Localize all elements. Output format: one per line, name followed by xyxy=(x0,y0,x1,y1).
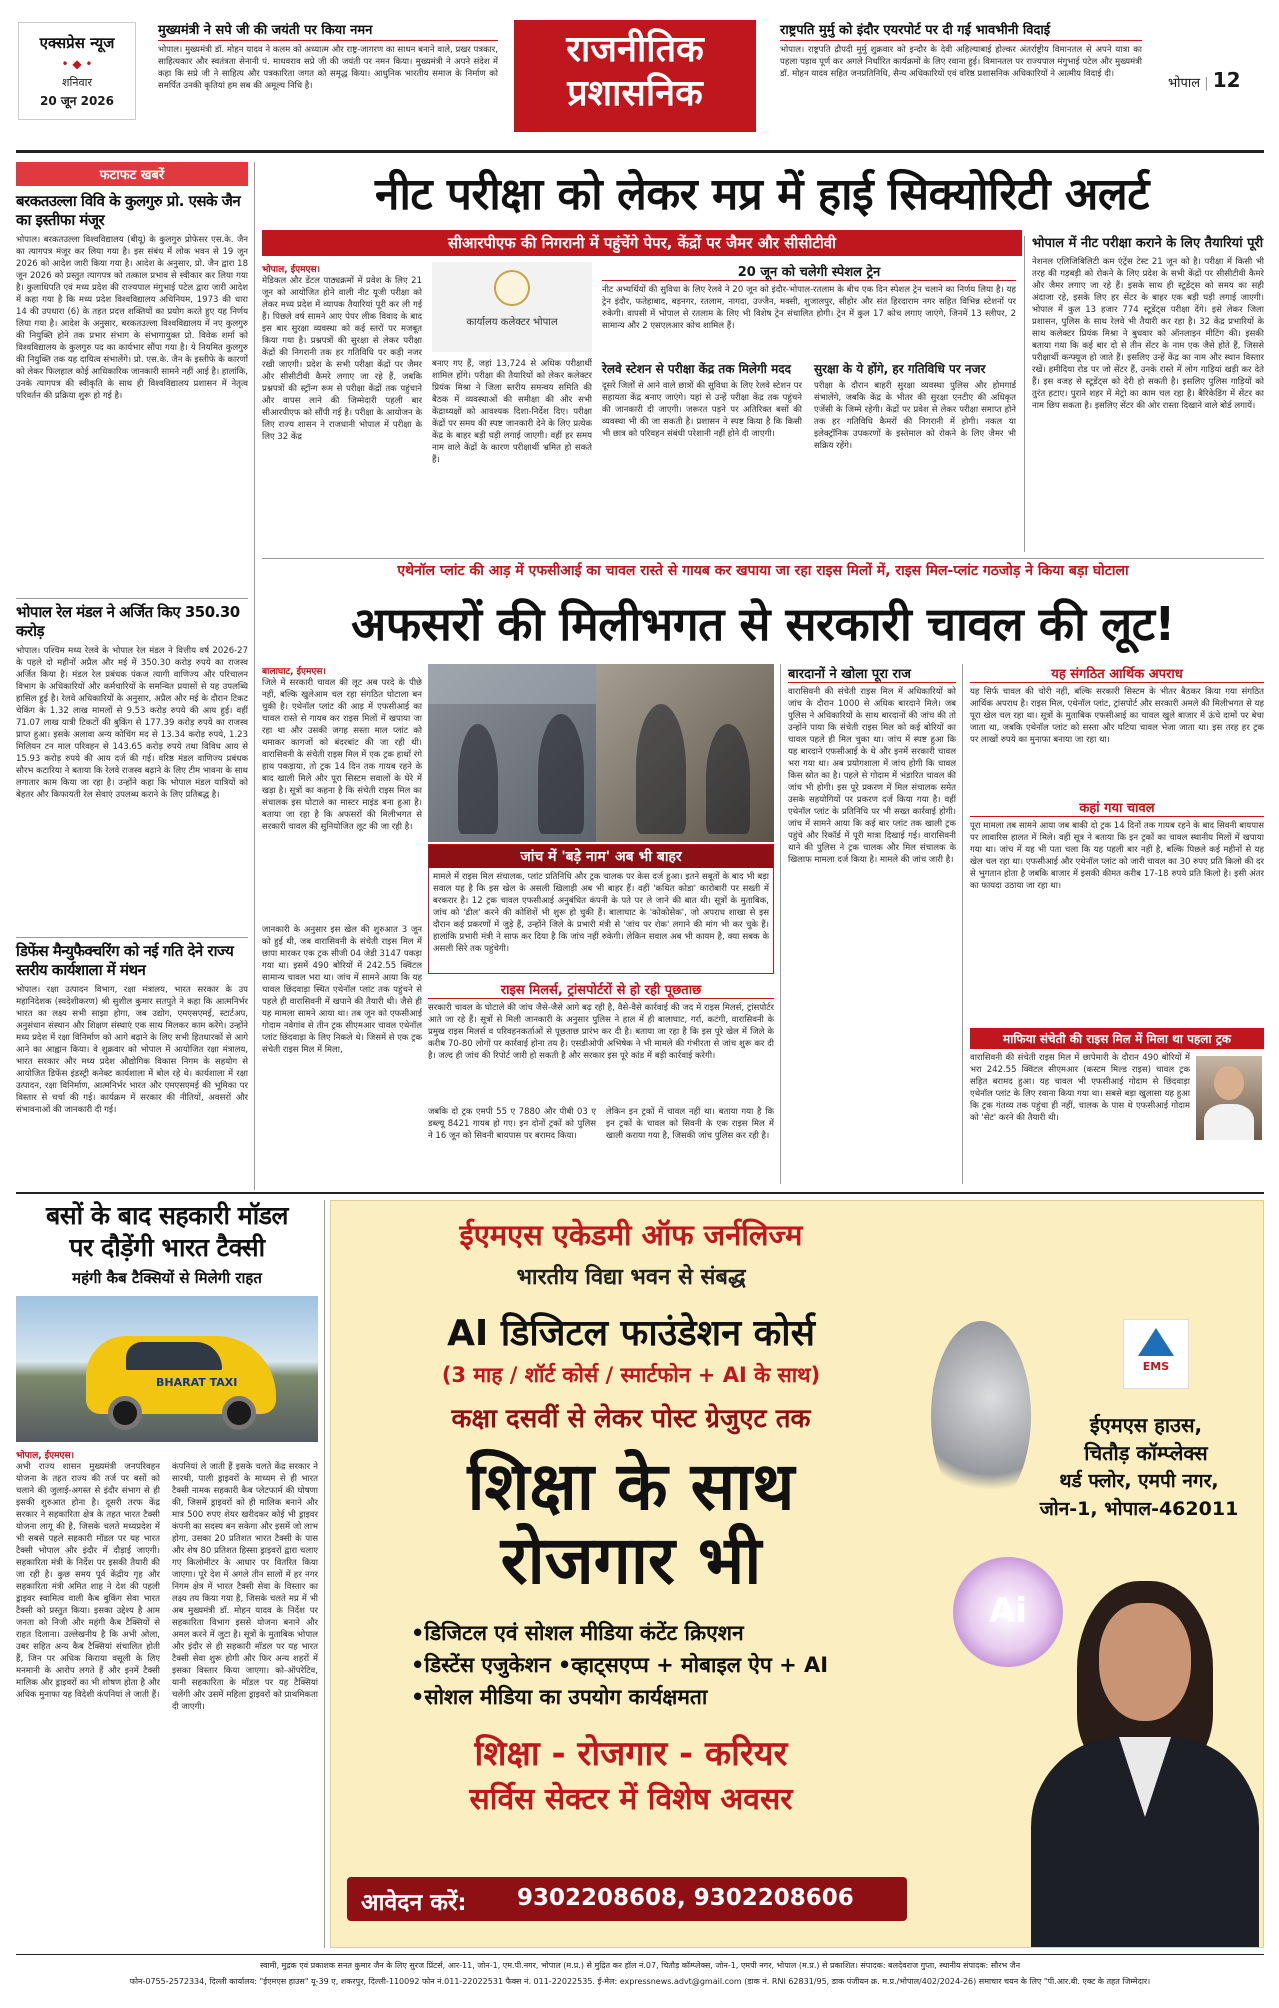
footer-line2: फोन-0755-2572334, दिल्ली कार्यालय: "ईएमएस हाउस" यू-39 ए, शकरपुर, दिल्ली-110092 फोन नं.011-22022531 फैक्स नं. 011-22022535. ई-मेल: expressnews.advt@gmail.com (डाक नं. RNI 62831/95, डाक पंजीयन क्र. म.प्र./भोपाल/402/2024-26) समाचार चयन के लिए "पी.आर.बी. एक्ट के तहत जिम्मेदार। xyxy=(129,1977,1151,1986)
rice-col5-divider xyxy=(962,664,963,1184)
brand-name: एक्सप्रेस न्यूज xyxy=(39,34,115,52)
student-model-photo xyxy=(1021,1561,1264,1948)
train-body: नीट अभ्यर्थियों की सुविधा के लिए रेलवे ने 20 जून को इंदौर-भोपाल-रतलाम के बीच एक दिन स्पेशल ट्रेन चलाने का निर्णय लिया है। यह ट्रेन इंदौर, फतेहाबाद, बड़नगर, रतलाम, नागदा, उज्जैन, मक्सी, शुजालपुर, सीहोर और संत हिरदाराम नगर सहित विभिन्न स्टेशनों पर रुकेगी। वापसी में भोपाल से रतलाम के लिए भी विशेष ट्रेन संचालित होगी। ट्रेन में कुल 17 कोच लगाए जाएंगे, जिनमें 13 स्लीपर, 2 सामान्य और 2 एसएलआर कोच शामिल हैं। xyxy=(602,285,1016,331)
train-title: 20 जून को चलेगी स्पेशल ट्रेन xyxy=(602,262,1016,281)
footer-rule xyxy=(16,1954,1264,1955)
taxi-wheel-front xyxy=(108,1396,142,1430)
brief-right xyxy=(780,20,1142,130)
rice-col4-title: बारदानों ने खोला पूरा राज xyxy=(788,664,956,683)
ad-eligibility: कक्षा दसवीं से लेकर पोस्ट ग्रेजुएट तक xyxy=(451,1404,811,1434)
ad-bullet1: •डिजिटल एवं सोशल मीडिया कंटेंट क्रिएशन xyxy=(411,1621,744,1645)
taxi-dateline: भोपाल, ईएमएस। xyxy=(16,1451,75,1461)
brand-dots-icon: • ◆ • xyxy=(61,57,93,71)
neet-col2-body: बनाए गए हैं, जहां 13,724 से अधिक परीक्षार्थी शामिल होंगे। परीक्षा की तैयारियों को लेकर कलेक्टर प्रियंक मिश्रा ने जिला स्तरीय समन्वय समिति की बैठक में व्यवस्थाओं की समीक्षा की और सभी केंद्राध्यक्षों को आवश्यक दिशा-निर्देश दिए। परीक्षा केंद्रों पर समय की स्पष्ट जानकारी देने के लिए प्रत्येक केंद्र के बाहर बड़ी घड़ी लगाई जाएगी। वहीं हर समय नाम वाले केंद्रों के कारण परीक्षार्थी भ्रमित हो सकते हैं। xyxy=(432,359,592,465)
rice-col4 xyxy=(788,664,956,1184)
ad-tagline1: शिक्षा - रोजगार - करियर xyxy=(474,1734,788,1774)
ems-logo xyxy=(1123,1319,1189,1389)
security-body: परीक्षा के दौरान बाहरी सुरक्षा व्यवस्था पुलिस और होमगार्ड संभालेंगे, जबकि केंद्र के भीतर की सुरक्षा एनटीए की अधिकृत एजेंसी के जिम्मे रहेगी। केंद्रों पर प्रवेश से लेकर परीक्षा समाप्त होने तक हर गतिविधि कैमरों की निगरानी में होगी। नकल या इलेक्ट्रॉनिक उपकरणों के इस्तेमाल को रोकने के लिए जैमर भी सक्रिय रहेंगे। xyxy=(814,381,1016,451)
ad-course: AI डिजिटल फाउंडेशन कोर्स xyxy=(447,1313,815,1354)
rice-dateline: बालाघाट, ईएमएस। xyxy=(262,667,326,677)
issue-date: 20 जून 2026 xyxy=(39,94,115,108)
rail-title: रेलवे स्टेशन से परीक्षा केंद्र तक मिलेगी मदद xyxy=(602,362,792,376)
footer-line1: स्वामी, मुद्रक एवं प्रकाशक सनत कुमार जैन के लिए सुरज प्रिंटर्स, आर-11, जोन-1, एम.पी.नगर, भोपाल (म.प्र.) से मुद्रित कर हॉल नं.07, चितौड़ कॉम्प्लेक्स, जोन-1, एमपी नगर, भोपाल (म.प्र.) से प्रकाशित। संपादक: बलदेवराज गुप्ता, स्थानीय संपादक: सौरभ जैन xyxy=(259,1961,1021,1970)
ai-robot-graphic xyxy=(931,1321,1031,1511)
neet-col1-body: मेडिकल और डेंटल पाठ्यक्रमों में प्रवेश के लिए 21 जून को आयोजित होने वाली नीट यूजी परीक्षा को लेकर मध्य प्रदेश में व्यापक तैयारियां पूरी कर ली गई हैं। पिछले वर्ष सामने आए पेपर लीक विवाद के बाद इस बार सुरक्षा व्यवस्था को कई स्तरों पर मजबूत किया गया है। प्रश्नपत्रों की सुरक्षा से लेकर परीक्षा केंद्रों की निगरानी तक हर गतिविधि पर कड़ी नजर रखी जाएगी। प्रदेश के सभी परीक्षा केंद्रों पर जैमर और सीसीटीवी कैमरे लगाए जा रहे हैं, जबकि प्रश्नपत्रों की स्ट्रॉन्ग रूम से परीक्षा केंद्रों तक पहुंचाने और वापस लाने की जिम्मेदारी पहली बार सीआरपीएफ को सौंपी गई है। परीक्षा के आयोजन के लिए राज्य शासन ने राजधानी भोपाल में परीक्षा के लिए 32 केंद्र xyxy=(262,276,422,442)
taxi-wheel-rear xyxy=(222,1396,256,1430)
ad-address3: थर्ड फ्लोर, एमपी नगर, xyxy=(1059,1470,1219,1492)
ad-address4: जोन-1, भोपाल-462011 xyxy=(1039,1498,1239,1520)
rice-headline: अफसरों की मिलीभगत से सरकारी चावल की लूट! xyxy=(351,597,1175,651)
neet-headline: नीट परीक्षा को लेकर मप्र में हाई सिक्योरिटी अलर्ट xyxy=(375,169,1149,220)
sidebar-story1-title: बरकतउल्ला विवि के कुलगुरु प्रो. एसके जैन का इस्तीफा मंजूर xyxy=(16,192,241,229)
ems-logo-text: EMS xyxy=(1142,1360,1170,1373)
rice-col5-body: यह सिर्फ चावल की चोरी नहीं, बल्कि सरकारी सिस्टम के भीतर बैठकर किया गया संगठित आर्थिक अपराध है। राइस मिल, एथेनॉल प्लांट, ट्रांसपोर्ट और सरकारी अमले की मिलीभगत से यह पूरा खेल चल रहा था। सूत्रों के मुताबिक एफसीआई का चावल खुले बाजार में ऊंचे दामों पर बेचा जाता था, जबकि एथेनॉल प्लांट को सस्ता और घटिया चावल भेजा जाता था। इस तरह हर ट्रक पर लाखों रुपये का मुनाफा बनाया जा रहा था। xyxy=(970,687,1264,745)
rice-bottom2: लेकिन इन ट्रकों में चावल नहीं था। बताया गया है कि इन ट्रकों के चावल को सिवनी के एक राइस मिल में खाली कराया गया है, जिसकी जांच पुलिस कर रही है। xyxy=(606,1107,774,1141)
neet-col1 xyxy=(262,262,422,552)
ad-phones: 9302208608, 9302208606 xyxy=(517,1885,854,1911)
neet-train xyxy=(602,262,1016,552)
mafia-portrait xyxy=(1196,1056,1262,1140)
taxi-headline2: पर दौड़ेंगी भारत टैक्सी xyxy=(69,1233,265,1262)
ad-apply-label: आवेदन करें: xyxy=(361,1890,467,1916)
ad-affiliation: भारतीय विद्या भवन से संबद्ध xyxy=(516,1265,746,1290)
brief-right-title: राष्ट्रपति मुर्मु को इंदौर एयरपोर्ट पर दी गई भावभीनी विदाई xyxy=(780,20,1142,41)
masthead-rule xyxy=(16,150,1264,153)
bharat-taxi-photo xyxy=(16,1296,318,1442)
ad-bullet2: •डिस्टेंस एजुकेशन •व्हाट्सएप्प + मोबाइल ऐप + AI xyxy=(411,1653,829,1677)
neet-side xyxy=(1032,236,1264,552)
ad-tagline2: सर्विस सेक्टर में विशेष अवसर xyxy=(469,1782,793,1817)
probe-title: जांच में 'बड़े नाम' अब भी बाहर xyxy=(429,845,773,868)
ems-logo-mark-icon xyxy=(1138,1328,1174,1356)
neet-side-body: नेशनल एलिजिबिलिटी कम एंट्रेंस टेस्ट 21 जून को है। परीक्षा में किसी भी तरह की गड़बड़ी को रोकने के लिए प्रदेश के सभी केंद्रों पर सीसीटीवी कैमरे और जैमर लगाए जा रहे हैं। इसके साथ ही स्टूडेंट्स को समय का सही अंदाजा रहे, इसके लिए हर सेंटर के बाहर एक बड़ी घड़ी लगाई जाएगी। भोपाल में कुल 13 हजार 774 स्टूडेंट्स परीक्षा देंगे। इसे लेकर जिला प्रशासन, पुलिस के साथ रेलवे भी तैयारी कर रहा है। 32 केंद्र प्रभारियों के साथ कलेक्टर प्रियंक मिश्रा ने बुधवार को ऑनलाइन मीटिंग की। इसकी बताया गया कि कई बार दो से तीन सेंटर के नाम एक जैसे होते हैं, जिससे परीक्षार्थी कन्फ्यूज हो जाते हैं। इसलिए उन्हें केंद्र का नाम और स्थान विस्तार रखें। हमीदिया रोड पर जो सेंटर हैं, उनके रास्ते में लोग गाड़ियां खड़ी कर देते हैं। इस वजह से स्टूडेंट्स को देरी हो सकती है। इसलिए पुलिस गाड़ियों को तुरंत हटाए। पुराने शहर में मेट्रो का काम चल रहा है। बैरिकेडिंग में सेंटर का नाम छिप सकता है। इसलिए सेंटर की ओर रास्ता दिखाने वाले बोर्ड लगायें। xyxy=(1032,257,1264,411)
brief-right-body: भोपाल। राष्ट्रपति द्रौपदी मुर्मु शुक्रवार को इन्दौर के देवी अहिल्याबाई होल्कर अंतर्राष्ट्रीय विमानतल से अपने यात्रा का पहला पड़ाव पूर्ण कर अगले निर्धारित कार्यक्रमों के लिए रवाना हुई। विमानतल पर राज्यपाल मंगुभाई पटेल और मुख्यमंत्री डॉ. मोहन यादव सहित जनप्रतिनिधि, सैन्य अधिकारियों एवं वरिष्ठ प्रशासनिक अधिकारियों ने आत्मीय विदाई दी। xyxy=(780,45,1142,79)
page-meta: भोपाल | 12 xyxy=(1168,68,1241,92)
sidebar-story3-title: डिफेंस मैन्युफैक्चरिंग को नई गति देने राज्य स्तरीय कार्यशाला में मंथन xyxy=(16,937,248,980)
ad-bullet3: •सोशल मीडिया का उपयोग कार्यक्षमता xyxy=(411,1685,708,1709)
sidebar-story2-body: भोपाल। पश्चिम मध्य रेलवे के भोपाल रेल मंडल ने वित्तीय वर्ष 2026-27 के पहले दो महीनों अप्रैल और मई में 350.30 करोड़ रुपये का राजस्व अर्जित किया है। मंडल रेल प्रबंधक पंकज त्यागी वाणिज्य और परिचालन विभाग के अधिकारियों और कर्मचारियों के समन्वित प्रयासों से यह उपलब्धि हासिल हुई है। रेलवे अधिकारियों के अनुसार, अप्रैल और मई के दौरान टिकट चेकिंग के 1.32 लाख मामलों से 9.53 करोड़ रुपये की आय हुई। वहीं 71.07 लाख यात्री टिकटों की बुकिंग से 177.39 करोड़ रुपये का राजस्व प्राप्त हुआ। इसके अलावा अन्य कोचिंग मद से 13.34 करोड़ रुपये, 1.23 मिलियन टन माल परिवहन से 143.65 करोड़ रुपये तथा विविध आय से 15.93 करोड़ रुपये की आय दर्ज की गई। वरिष्ठ मंडल वाणिज्य प्रबंधक सौरभ कटारिया ने बताया कि रेलवे राजस्व बढ़ाने के लिए टीम भावना के साथ लगातार काम किया जा रहा है। उन्होंने कहा कि भोपाल मंडल यात्रियों को बेहतर और किफायती रेल सेवाएं उपलब्ध कराने के लिए प्रतिबद्ध है। xyxy=(16,646,248,800)
ad-apply-bar xyxy=(347,1877,907,1921)
model-face xyxy=(1099,1603,1191,1721)
section-line1: राजनीतिक xyxy=(566,29,704,70)
taxi-label: BHARAT TAXI xyxy=(156,1376,238,1389)
ad-address1: ईएमएस हाउस, xyxy=(1089,1413,1203,1437)
ad-slogan1: शिक्षा के साथ xyxy=(467,1448,795,1525)
sidebar-story3-body: भोपाल। रक्षा उत्पादन विभाग, रक्षा मंत्रालय, भारत सरकार के उप महानिदेशक (स्वदेशीकरण) श्री सुशील कुमार सतपुते ने कहा कि आत्मनिर्भर भारत का लक्ष्य सभी साझा होगा, जब उद्योग, एमएसएमई, स्टार्टअप, अनुसंधान संस्थान और शिक्षण संस्थाएं एक साथ मिलकर काम करेंगे। उन्होंने मध्य प्रदेश में रक्षा विनिर्माण को आगे बढ़ाने के लिए सभी हितधारकों से आगे आने का आह्वान किया। वे शुक्रवार को भोपाल में आयोजित रक्षा मंत्रालय, भारत सरकार और मध्य प्रदेश औद्योगिक विकास निगम के सहयोग से आयोजित डिफेंस इंडस्ट्री कनेक्ट कार्यशाला में बोल रहे थे। कार्यशाला में रक्षा उत्पादन, रक्षा विनिर्माण, आत्मनिर्भर भारत और एमएसएमई की भूमिका पर विस्तार से चर्चा की गई। कार्यक्रम में सरकार की नीतियों, अवसरों और संभावनाओं की जानकारी दी गई। xyxy=(16,985,248,1115)
rice-bottom1: जबकि दो ट्रक एमपी 55 ए 7880 और पीबी 03 ए डब्ल्यू 8421 गायब हो गए। इन दोनों ट्रकों को पुलिस ने 16 जून को सिवनी बायपास पर बरामद किया। xyxy=(428,1107,596,1141)
mafia-title: माफिया संचेती की राइस मिल में मिला था पहला ट्रक xyxy=(970,1028,1264,1049)
mafia-body: वारासिवनी की संचेती राइस मिल में छापेमारी के दौरान 490 बोरियों में भरा 242.55 क्विंटल सीएमआर (कस्टम मिल्ड राइस) चावल ट्रक सहित बरामद हुआ। यह चावल भी एफसीआई गोदाम से छिंदवाड़ा एथेनॉल प्लांट के लिए रवाना किया गया था। सबसे बड़ा खुलासा यह हुआ कि ट्रक गंतव्य तक पहुंचा ही नहीं, चालक के पास थे एफसीआई गोदाम को 'सेट' करने की तैयारी थी। xyxy=(970,1053,1190,1123)
rice-col4-body: वारासिवनी की संचेती राइस मिल में अधिकारियों को जांच के दौरान 1000 से अधिक बारदाने मिले। जब पुलिस ने अधिकारियों के साथ बारदानों की जांच की तो उन्होंने पाया कि संचेती राइस मिल को कई बोरियों का चावल पहले ही मिल चुका था। जांच में स्पष्ट हुआ कि यह बारदाने एफसीआई के थे और इनमें सरकारी चावल भरा गया था। अब प्रयोगशाला में जांच होगी कि चावल किस स्रोत का है। पहले से गोदाम में भंडारित चावल की जांच भी होगी। इस पूरे प्रकरण में मिल संचालक समेत उसके सहयोगियों पर प्रकरण दर्ज किया गया है। वहीं एथेनॉल प्लांट के प्रतिनिधि पर भी सख्त कार्रवाई होगी। जांच में सामने आया कि कई बार प्लांट तक खाली ट्रक पहुंचे और रिकॉर्ड में पूरी मात्रा दिखाई गई। वारासिवनी थाने की पुलिस ने ट्रक चालक और मिल संचालक के खिलाफ मामला दर्ज किया है। मामले की जांच जारी है। xyxy=(788,687,956,865)
transport-box xyxy=(428,980,774,1098)
transport-title: राइस मिलर्स, ट्रांसपोर्टरों से हो रही पूछताछ xyxy=(428,980,774,999)
section-box xyxy=(514,20,756,132)
neet-col2 xyxy=(432,262,592,552)
rail-box xyxy=(602,362,802,552)
sidebar-header: फटाफट खबरें xyxy=(16,162,248,186)
rice-col4-divider xyxy=(780,664,781,1184)
rice-col1-body: जिले में सरकारी चावल की लूट अब परदे के पीछे नहीं, बल्कि खुलेआम चल रहा संगठित घोटाला बन चुकी है। एथेनॉल प्लांट की आड़ में एफसीआई का चावल रास्ते से गायब कर राइस मिलों में खपाया जा रहा था और उसकी जगह सस्ता माल प्लांट को थमाकर कागजों को बंदरबांट की जा रही थी। वारासिवनी के संचेती राइस मिल में एक ट्रक हाथों रंगे हाथ पकड़ाया, तो ट्रक 14 दिन तक गायब रहने के बाद खाली मिले और पूरा सिस्टम सवालों के घेरे में खड़ा है। सूत्रों का कहना है कि संचेती राइस मिल का संचालक इस घोटाले का मास्टर माइंड बना हुआ है। बताया जा रहा है कि अफसरों की मिलीभगत से सरकारी चावल की सुनियोजित लूट की जा रही है। xyxy=(262,678,422,832)
neet-subhead: सीआरपीएफ की निगरानी में पहुंचेंगे पेपर, केंद्रों पर जैमर और सीसीटीवी xyxy=(262,230,1022,256)
page-number: 12 xyxy=(1212,68,1241,92)
brand-box xyxy=(18,22,136,120)
transport-body: सरकारी चावल के घोटाले की जांच जैसे-जैसे आगे बढ़ रही है, वैसे-वैसे कार्रवाई की जद में राइस मिलर्स, ट्रांसपोर्टर आते जा रहे हैं। सूत्रों से मिली जानकारी के अनुसार पुलिस ने हाल में ही बालाघाट, गर्रा, कटंगी, वारासिवनी के प्रमुख राइस मिलर्स व परिवहनकर्ताओं से पूछताछ प्रारंभ कर दी है। बताया जा रहा है कि इस पूरे खेल में जिले के करीब 70-80 लोगों पर कार्रवाई होना तय है। एसडीओपी अभिषेक ने भी मामले की गंभीरता से जांच शुरू कर दी है। जल्द ही जांच की रिपोर्ट जारी हो सकती है और सरकार इस पूरे कांड में बड़ी कार्रवाई करेगी। xyxy=(428,1003,774,1061)
brief-left xyxy=(158,20,498,130)
taxi-headline1: बसों के बाद सहकारी मॉडल xyxy=(46,1201,288,1230)
taxi-ad-divider xyxy=(324,1200,325,1948)
rail-body: दूसरे जिलों से आने वाले छात्रों की सुविधा के लिए रेलवे स्टेशन पर सहायता केंद्र बनाए जाएंगे। यहां से उन्हें परीक्षा केंद्र तक पहुंचने की जानकारी दी जाएगी। जरूरत पड़ने पर अतिरिक्त बसों की व्यवस्था भी की जा सकती है। प्रशासन ने स्पष्ट किया है कि किसी भी छात्र को परिवहन संबंधी परेशानी नहीं होने दी जाएगी। xyxy=(602,381,802,439)
taxi-col1: अभी राज्य शासन मुख्यमंत्री जनपरिवहन योजना के तहत राज्य की तर्ज पर बसों को चलाने की जुलाई-अगस्त से इंदौर संभाग से ही इसकी शुरुआत होना है। दूसरी तरफ केंद्र सरकार ने सहकारिता क्षेत्र के तहत भारत टैक्सी योजना लागू की है, जिसके चलते मध्यप्रदेश में भी सबसे पहले सहकारी मॉडल पर यह भारत टैक्सी भोपाल और इंदौर में दौड़ाई जाएगी। सहकारिता मंत्री के निर्देश पर इसकी तैयारी की जा रही है। कुछ समय पूर्व केंद्रीय गृह और सहकारिता मंत्री अमित शाह ने देश की पहली ड्राइवर स्वामित्व वाली कैब बुकिंग सेवा भारत टैक्सी को प्रस्तुत किया। इसका उद्देश्य है आम जनता को निजी और महंगी कैब टैक्सियों से राहत दिलाना। उल्लेखनीय है कि अभी ओला, उबर सहित अन्य कैब टैक्सियां संचालित होती हैं, जिन पर अधिक किराया वसूली के लिए मनमानी के आरोप लगते हैं और इनमें टैक्सी मालिक और ड्राइवरों का भी शोषण होता है और अधिक मुनाफा यह विदेशी कंपनियां ले जाती हैं। xyxy=(16,1462,160,1700)
neet-side-title: भोपाल में नीट परीक्षा कराने के लिए तैयारियां पूरी xyxy=(1032,236,1264,251)
ad-title: ईएमएस एकेडमी ऑफ जर्नलिज्म xyxy=(459,1218,803,1252)
ad-course-detail: (3 माह / शॉर्ट कोर्स / स्मार्टफोन + AI के साथ) xyxy=(441,1363,821,1387)
collector-office-photo xyxy=(432,262,592,352)
neet-dateline: भोपाल, ईएमएस। xyxy=(262,265,321,275)
page-city: भोपाल xyxy=(1168,76,1201,91)
ad-slogan2: रोजगार भी xyxy=(500,1522,762,1599)
probe-box xyxy=(428,844,774,974)
taxi-window xyxy=(126,1342,222,1370)
brief-left-title: मुख्यमंत्री ने सपे जी की जयंती पर किया नमन xyxy=(158,20,498,41)
taxi-col2: कंपनियां ले जाती हैं इसके चलते केंद्र सरकार ने सारथी, पाली ड्राइवरों के माध्यम से ही भारत टैक्सी नामक सहकारी कैब प्लेटफार्म की घोषणा की, जिसमें ड्राइवरों को ही मालिक बनाने और मात्र 500 रुपए शेयर खरीदकर कोई भी ड्राइवर कंपनी का सदस्य बन सकेगा और इसमें जो लाभ होगा, उसका 20 प्रतिशत भारत टैक्सी के पास और शेष 80 प्रतिशत हिस्सा ड्राइवरों द्वारा चलाए गए किलोमीटर के आधार पर वितरित किया जाएगा। पूरे देश में अगले तीन सालों में हर नगर निगम क्षेत्र में भारत टैक्सी सेवा के विस्तार का लक्ष्य तय किया गया है, जिसके चलते मप्र में भी अब मुख्यमंत्री डॉ. मोहन यादव के निर्देश पर सहकारिता विभाग इससे योजना बनाने और अमल करने में जुटा है। सूत्रों के मुताबिक भोपाल और इंदौर से ही सहकारी मॉडल पर यह भारत टैक्सी सेवा शुरू होगी और फिर अन्य शहरों में इसका विस्तार किया जाएगा। को-ऑपरेटिव, यानी सहकारिता के मॉडल पर यह टैक्सियां चलेंगी और उसमें महिला ड्राइवरों को प्राथमिकता दी जाएगी। xyxy=(172,1462,318,1712)
rice-col1-continued: जानकारी के अनुसार इस खेल की शुरुआत 3 जून को हुई थी, जब वारासिवनी के संचेती राइस मिल में छापा मारकर एक ट्रक सीजी 04 जेडी 3147 पकड़ा गया था। इसमें 490 बोरियों में 242.55 क्विंटल सामान्य चावल भरा था। जांच में सामने आया कि यह चावल छिंदवाड़ा स्थित एथेनॉल प्लांट तक पहुंचने से पहले ही वारासिवनी में खपाने की तैयारी थी। जैसे ही यह मामला सामने आया था। तब जून को एफसीआई गोदाम नवेगांव से तीन ट्रक सीएमआर चावल एथेनॉल प्लांट छिंदवाड़ा के लिए निकले थे। जिसमें से एक ट्रक संचेती राइस मिल में मिला, xyxy=(262,924,422,1184)
security-title: सुरक्षा के ये होंगे, हर गतिविधि पर नजर xyxy=(814,362,986,376)
section-line2: प्रशासनिक xyxy=(567,73,703,114)
taxi-story xyxy=(16,1200,318,1948)
emblem-icon xyxy=(494,270,530,306)
sidebar xyxy=(16,162,248,1190)
ems-ad xyxy=(330,1200,1264,1948)
sidebar-story1-body: भोपाल। बरकतउल्ला विश्वविद्यालय (बीयू) के कुलगुरु प्रोफेसर एस.के. जैन का त्यागपत्र मंजूर कर लिया गया है। इस संबंध में लोक भवन से 19 जून 2026 को आदेश जारी किया गया है। आदेश के अनुसार, प्रो. जैन द्वारा 18 जून 2026 को प्रस्तुत त्यागपत्र को तत्काल प्रभाव से स्वीकार कर लिया गया है। कुलाधिपति एवं मध्य प्रदेश की राज्यपाल मंगुभाई पटेल द्वारा जारी आदेश में कहा गया है कि मध्य प्रदेश विश्वविद्यालय अधिनियम, 1973 की धारा 14 की उपधारा (6) के तहत प्रदत्त शक्तियों का प्रयोग करते हुए यह निर्णय लिया गया है। आदेश के अनुसार, बरकतउल्ला विश्वविद्यालय में नए कुलगुरु की नियुक्ति होने तक प्रभार संभाग के संभागायुक्त प्रो. विवेक शर्मा को विश्वविद्यालय के कुलगुरु पद का कार्यभार सौंपा गया है। ये नियमित कुलगुरु की नियुक्ति तक यह दायित्व संभालेंगे। प्रो. एस.के. जैन के इस्तीफे के कारणों को लेकर फिलहाल कोई आधिकारिक जानकारी सामने नहीं आई है। हालांकि, उनके त्यागपत्र की स्वीकृति के साथ ही विश्वविद्यालय प्रशासन में नेतृत्व परिवर्तन की प्रक्रिया शुरू हो गई है। xyxy=(16,235,248,401)
rice-top-rule xyxy=(262,558,1264,559)
lower-rule xyxy=(16,1192,1264,1194)
probe-body: मामले में राइस मिल संचालक, प्लांट प्रतिनिधि और ट्रक चालक पर केस दर्ज हुआ। इतने सबूतों के बाद भी बड़ा सवाल यह है कि इस खेल के असली खिलाड़ी अब भी बाहर हैं। वहीं 'कथित कोडा' कारोबारी पर सख्ती में बरकरार है। 12 ट्रक चावल एफसीआई अनुबंधित कंपनी के पते पर ले जाने की बात थी। सूत्रों के मुताबिक, जांच को 'ढील' करने की कोशिशें भी शुरू हो चुकी हैं। बालाघाट के 'कोकोसेक', जो अपराध शाखा से इस दौरान कई प्रकरणों में जुड़े हैं, उन्होंने जिले के प्रभारी मंत्री से 'जांच पर रोक' लगाने की मांग भी कर चुके हैं। हालांकि प्रभारी मंत्री ने साफ कर दिया है कि जांच नहीं रुकेगी। लेकिन सवाल अब भी कायम है, क्या सबक के असली सिरे तक पहुंचेगी। xyxy=(433,872,769,954)
rice-where-title: कहां गया चावल xyxy=(970,798,1264,817)
masthead xyxy=(0,0,1279,142)
taxi-subhead: महंगी कैब टैक्सियों से मिलेगी राहत xyxy=(72,1269,262,1287)
security-box xyxy=(814,362,1016,552)
collector-office-caption: कार्यालय कलेक्टर भोपाल xyxy=(466,317,558,328)
ai-badge: Ai xyxy=(989,1591,1027,1631)
sidebar-divider xyxy=(254,162,255,1190)
ad-address2: चितौड़ कॉम्प्लेक्स xyxy=(1084,1441,1208,1465)
rice-kicker: एथेनॉल प्लांट की आड़ में एफसीआई का चावल रास्ते से गायब कर खपाया जा रहा राइस मिलों में, राइस मिल-प्लांट गठजोड़ ने किया बड़ा घोटाला xyxy=(397,563,1129,579)
brief-left-body: भोपाल। मुख्यमंत्री डॉ. मोहन यादव ने कलम को अध्यात्म और राष्ट्र-जागरण का साधन बनाने वाले, प्रखर पत्रकार, साहित्यकार और स्वतंत्रता सेनानी पं. माधवराव सप्रे जी की जयंती पर नमन किया। मुख्यमंत्री ने अपने संदेश में कहा कि सप्रे जी ने साहित्य और पत्रकारिता जगत को समृद्ध किया। आधुनिक भारतीय समाज के निर्माण को समर्पित उनकी कृतियां हम सब की अमूल्य निधि है। xyxy=(158,45,498,91)
rice-where-body: पूरा मामला तब सामने आया जब बाकी दो ट्रक 14 दिनों तक गायब रहने के बाद सिवनी बायपास पर लावारिस हालत में मिले। वहीं सूत्र ने बताया कि इन ट्रकों का चावल स्थानीय मिलों में खपाया गया था। जांच में यह भी पता चला कि यह पहली बार नहीं है, बल्कि पिछले कई महीनों से यह खेल चल रहा था। एफसीआई और एथेनॉल प्लांट को जारी चावल का 30 रुपए प्रति किलो की दर से भुगतान होता है जबकि बाजार में इसकी कीमत करीब 17-18 रुपये प्रति किलो है। इसी अंतर का फायदा उठाया जा रहा था। xyxy=(970,821,1264,891)
rice-col5 xyxy=(970,664,1264,1184)
rice-col5-title: यह संगठित आर्थिक अपराध xyxy=(970,664,1264,683)
issue-day: शनिवार xyxy=(62,76,92,89)
rice-bags-photo xyxy=(596,664,774,842)
sidebar-story2-title: भोपाल रेल मंडल ने अर्जित किए 350.30 करोड़ xyxy=(16,598,248,641)
neet-side-divider xyxy=(1024,236,1025,552)
